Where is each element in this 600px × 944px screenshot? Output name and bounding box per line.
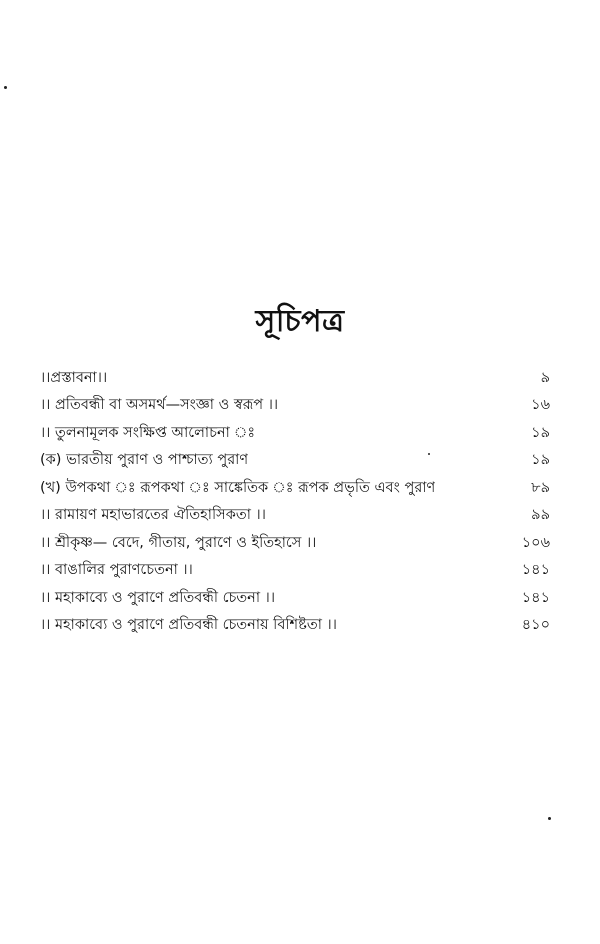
toc-entry-page: ৯: [540, 369, 550, 386]
toc-entry-page: ৯৯: [531, 507, 550, 524]
toc-entry: [40, 364, 550, 392]
toc-entry: [40, 529, 550, 557]
toc-entry-title: ।। প্রতিবন্ধী বা অসমর্থ—সংজ্ঞা ও স্বরূপ ।।: [40, 397, 279, 414]
toc-entry: [40, 557, 550, 585]
toc-entry-page: ১৯: [531, 424, 550, 441]
toc-entry-page: ১৯: [531, 452, 550, 469]
table-of-contents: [40, 364, 550, 639]
toc-entry-title: (খ) উপকথা ঃ রূপকথা ঃ সাঙ্কেতিক ঃ রূপক প্রভৃতি এবং পুরাণ: [40, 479, 436, 496]
toc-entry-title: ।। বাঙালির পুরাণচেতনা ।।: [40, 562, 193, 579]
toc-entry-page: ৪১০: [521, 617, 550, 634]
toc-entry-page: ১৪১: [521, 562, 550, 579]
scan-speck: [548, 817, 551, 820]
toc-entry-title: ।। মহাকাব্যে ও পুরাণে প্রতিবন্ধী চেতনা ।।: [40, 589, 276, 606]
toc-entry-title: ।।প্রস্তাবনা।।: [40, 369, 108, 386]
toc-entry-title: ।। তুলনামূলক সংক্ষিপ্ত আলোচনা ঃ: [40, 424, 256, 441]
toc-entry: [40, 419, 550, 447]
toc-entry-title: ।। শ্রীকৃষ্ণ— বেদে, গীতায়, পুরাণে ও ইতিহাসে ।।: [40, 534, 317, 551]
toc-entry: [40, 474, 550, 502]
toc-entry: [40, 447, 550, 475]
toc-entry-page: ১৪১: [521, 589, 550, 606]
toc-entry-title: (ক) ভারতীয় পুরাণ ও পাশ্চাত্য পুরাণ: [40, 452, 249, 469]
toc-entry-page: ১৬: [531, 397, 550, 414]
toc-entry-page: ১০৬: [521, 534, 550, 551]
toc-entry-title: ।। মহাকাব্যে ও পুরাণে প্রতিবন্ধী চেতনায় বিশিষ্টতা ।।: [40, 617, 337, 634]
toc-entry-title: ।। রামায়ণ মহাভারতের ঐতিহাসিকতা ।।: [40, 507, 266, 524]
toc-entry: [40, 392, 550, 420]
toc-entry-page: ৮৯: [531, 479, 550, 496]
toc-entry: [40, 502, 550, 530]
page-title: সূচিপত্র: [255, 304, 345, 339]
toc-entry: [40, 584, 550, 612]
scan-speck: [4, 86, 7, 89]
toc-entry: [40, 612, 550, 640]
